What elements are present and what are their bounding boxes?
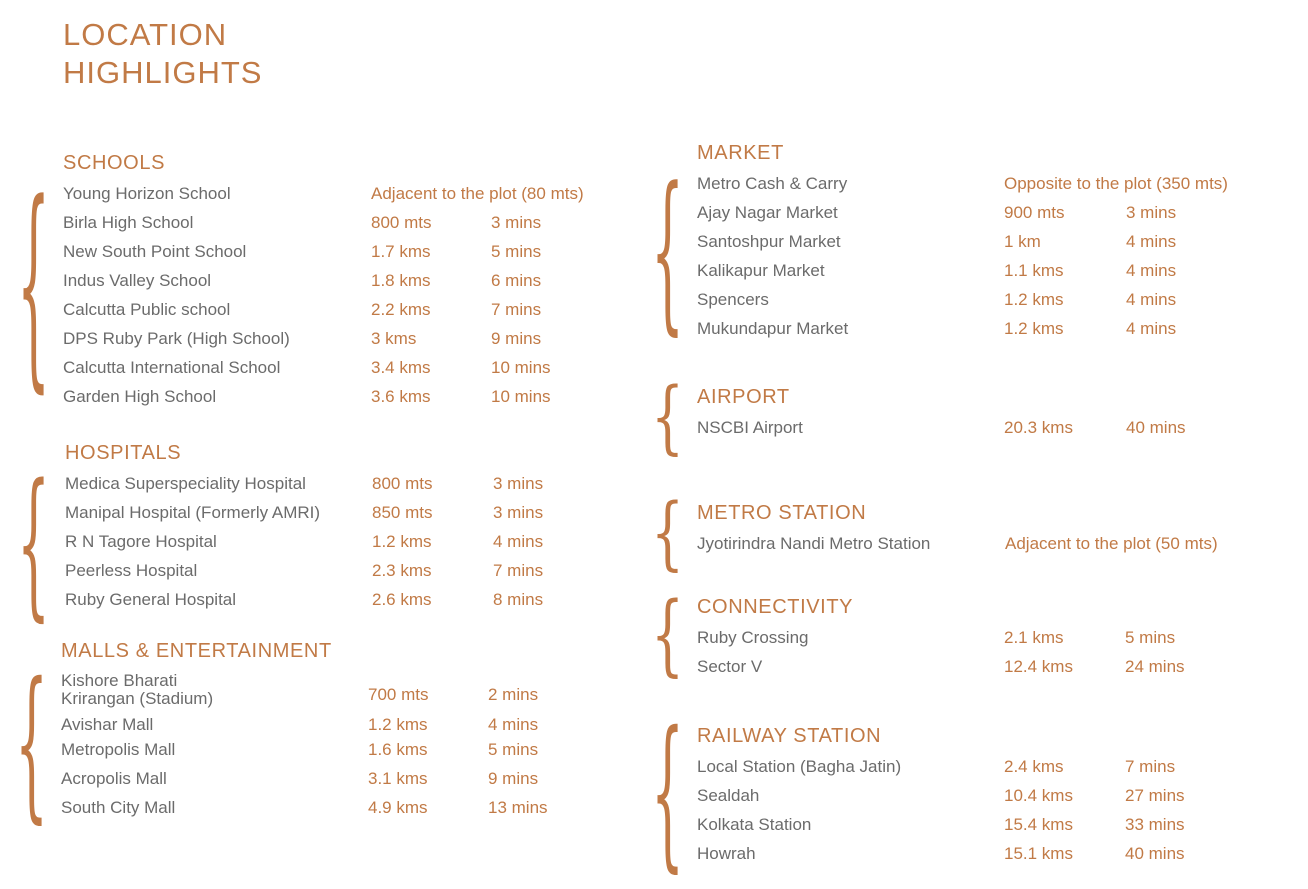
travel-time: 40 mins bbox=[1125, 844, 1185, 863]
travel-time: 3 mins bbox=[1126, 203, 1177, 222]
place-name: Calcutta Public school bbox=[63, 300, 231, 319]
distance: 700 mts bbox=[368, 685, 429, 704]
place-name: Santoshpur Market bbox=[697, 232, 841, 251]
travel-time: 4 mins bbox=[1126, 319, 1177, 338]
curly-brace-icon: { bbox=[15, 651, 49, 841]
place-name: Spencers bbox=[697, 290, 769, 309]
distance: 2.3 kms bbox=[372, 561, 432, 580]
place-name: Ruby Crossing bbox=[697, 628, 809, 647]
distance: 1.8 kms bbox=[371, 271, 431, 290]
distance: 800 mts bbox=[371, 213, 432, 232]
page-title bbox=[63, 16, 262, 92]
travel-time: 8 mins bbox=[493, 590, 544, 609]
place-name: Avishar Mall bbox=[61, 715, 154, 734]
distance: 15.1 kms bbox=[1004, 844, 1073, 863]
railway-heading: RAILWAY STATION bbox=[697, 725, 882, 747]
place-name: DPS Ruby Park (High School) bbox=[63, 329, 290, 348]
malls-heading: MALLS & ENTERTAINMENT bbox=[61, 640, 332, 662]
place-name bbox=[61, 672, 213, 708]
place-name: Metropolis Mall bbox=[61, 740, 176, 759]
travel-time: 6 mins bbox=[491, 271, 542, 290]
malls-section bbox=[15, 640, 661, 841]
travel-time: 3 mins bbox=[491, 213, 542, 232]
travel-time: 7 mins bbox=[491, 300, 542, 319]
distance: 12.4 kms bbox=[1004, 657, 1073, 676]
place-name-line-1: Kishore Bharati bbox=[61, 671, 178, 690]
distance: 850 mts bbox=[372, 503, 433, 522]
railway-section bbox=[651, 700, 1297, 889]
travel-time: 5 mins bbox=[491, 242, 542, 261]
travel-time: 40 mins bbox=[1126, 418, 1186, 437]
travel-time: 4 mins bbox=[1126, 261, 1177, 280]
place-name: Young Horizon School bbox=[63, 184, 231, 203]
distance: 2.4 kms bbox=[1004, 757, 1064, 776]
hospitals-heading: HOSPITALS bbox=[65, 442, 182, 464]
metro-heading: METRO STATION bbox=[697, 502, 867, 524]
market-heading: MARKET bbox=[697, 142, 784, 164]
place-name: Peerless Hospital bbox=[65, 561, 198, 580]
travel-time: 9 mins bbox=[491, 329, 542, 348]
place-name: Manipal Hospital (Formerly AMRI) bbox=[65, 503, 321, 522]
place-name: Garden High School bbox=[63, 387, 217, 406]
place-name: Indus Valley School bbox=[63, 271, 212, 290]
distance-note: Opposite to the plot (350 mts) bbox=[1004, 174, 1228, 193]
distance: 1.2 kms bbox=[368, 715, 428, 734]
travel-time: 33 mins bbox=[1125, 815, 1185, 834]
travel-time: 4 mins bbox=[1126, 290, 1177, 309]
distance: 800 mts bbox=[372, 474, 433, 493]
travel-time: 24 mins bbox=[1125, 657, 1185, 676]
place-name: Kalikapur Market bbox=[697, 261, 825, 280]
travel-time: 5 mins bbox=[1125, 628, 1176, 647]
distance: 3 kms bbox=[371, 329, 417, 348]
place-name: NSCBI Airport bbox=[697, 418, 803, 437]
travel-time: 4 mins bbox=[488, 715, 539, 734]
place-name: Medica Superspeciality Hospital bbox=[65, 474, 306, 493]
schools-section bbox=[17, 152, 663, 415]
travel-time: 4 mins bbox=[493, 532, 544, 551]
place-name: Mukundapur Market bbox=[697, 319, 849, 338]
distance: 2.6 kms bbox=[372, 590, 432, 609]
connectivity-heading: CONNECTIVITY bbox=[697, 596, 854, 618]
hospitals-section bbox=[17, 442, 665, 638]
distance: 3.1 kms bbox=[368, 769, 428, 788]
travel-time: 2 mins bbox=[488, 685, 539, 704]
place-name: Ajay Nagar Market bbox=[697, 203, 838, 222]
place-name: Ruby General Hospital bbox=[65, 590, 237, 609]
distance: 1.6 kms bbox=[368, 740, 428, 759]
place-name: Local Station (Bagha Jatin) bbox=[697, 757, 902, 776]
travel-time: 3 mins bbox=[493, 474, 544, 493]
travel-time: 13 mins bbox=[488, 798, 548, 817]
distance-note: Adjacent to the plot (50 mts) bbox=[1005, 534, 1218, 553]
distance: 1.2 kms bbox=[1004, 290, 1064, 309]
place-name: Sector V bbox=[697, 657, 763, 676]
distance: 2.1 kms bbox=[1004, 628, 1064, 647]
curly-brace-icon: { bbox=[17, 161, 51, 415]
metro-section bbox=[651, 488, 1297, 580]
travel-time: 27 mins bbox=[1125, 786, 1185, 805]
title-line-2: HIGHLIGHTS bbox=[63, 55, 263, 90]
travel-time: 3 mins bbox=[493, 503, 544, 522]
distance: 1.2 kms bbox=[372, 532, 432, 551]
place-name: Calcutta International School bbox=[63, 358, 281, 377]
distance: 900 mts bbox=[1004, 203, 1065, 222]
travel-time: 4 mins bbox=[1126, 232, 1177, 251]
travel-time: 7 mins bbox=[493, 561, 544, 580]
distance-note: Adjacent to the plot (80 mts) bbox=[371, 184, 584, 203]
curly-brace-icon: { bbox=[651, 372, 685, 464]
place-name: Howrah bbox=[697, 844, 756, 863]
schools-heading: SCHOOLS bbox=[63, 152, 166, 174]
market-section bbox=[651, 142, 1297, 353]
distance: 15.4 kms bbox=[1004, 815, 1073, 834]
place-name: Acropolis Mall bbox=[61, 769, 167, 788]
distance: 20.3 kms bbox=[1004, 418, 1073, 437]
place-name: New South Point School bbox=[63, 242, 247, 261]
curly-brace-icon: { bbox=[651, 585, 685, 687]
curly-brace-icon: { bbox=[17, 454, 51, 638]
place-name-line-2: Krirangan (Stadium) bbox=[61, 689, 214, 708]
place-name: Kolkata Station bbox=[697, 815, 812, 834]
distance: 4.9 kms bbox=[368, 798, 428, 817]
airport-heading: AIRPORT bbox=[697, 386, 790, 408]
title-line-1: LOCATION bbox=[63, 17, 228, 52]
travel-time: 9 mins bbox=[488, 769, 539, 788]
connectivity-section bbox=[651, 585, 1297, 687]
place-name: South City Mall bbox=[61, 798, 176, 817]
distance: 10.4 kms bbox=[1004, 786, 1073, 805]
curly-brace-icon: { bbox=[651, 488, 685, 580]
travel-time: 10 mins bbox=[491, 358, 551, 377]
distance: 1.2 kms bbox=[1004, 319, 1064, 338]
place-name: Sealdah bbox=[697, 786, 760, 805]
distance: 1 km bbox=[1004, 232, 1041, 251]
distance: 1.7 kms bbox=[371, 242, 431, 261]
place-name: R N Tagore Hospital bbox=[65, 532, 217, 551]
travel-time: 10 mins bbox=[491, 387, 551, 406]
travel-time: 5 mins bbox=[488, 740, 539, 759]
curly-brace-icon: { bbox=[651, 700, 685, 889]
place-name: Jyotirindra Nandi Metro Station bbox=[697, 534, 931, 553]
curly-brace-icon: { bbox=[651, 155, 685, 353]
place-name: Birla High School bbox=[63, 213, 194, 232]
distance: 3.4 kms bbox=[371, 358, 431, 377]
distance: 2.2 kms bbox=[371, 300, 431, 319]
distance: 1.1 kms bbox=[1004, 261, 1064, 280]
place-name: Metro Cash & Carry bbox=[697, 174, 848, 193]
airport-section bbox=[651, 372, 1297, 464]
travel-time: 7 mins bbox=[1125, 757, 1176, 776]
distance: 3.6 kms bbox=[371, 387, 431, 406]
